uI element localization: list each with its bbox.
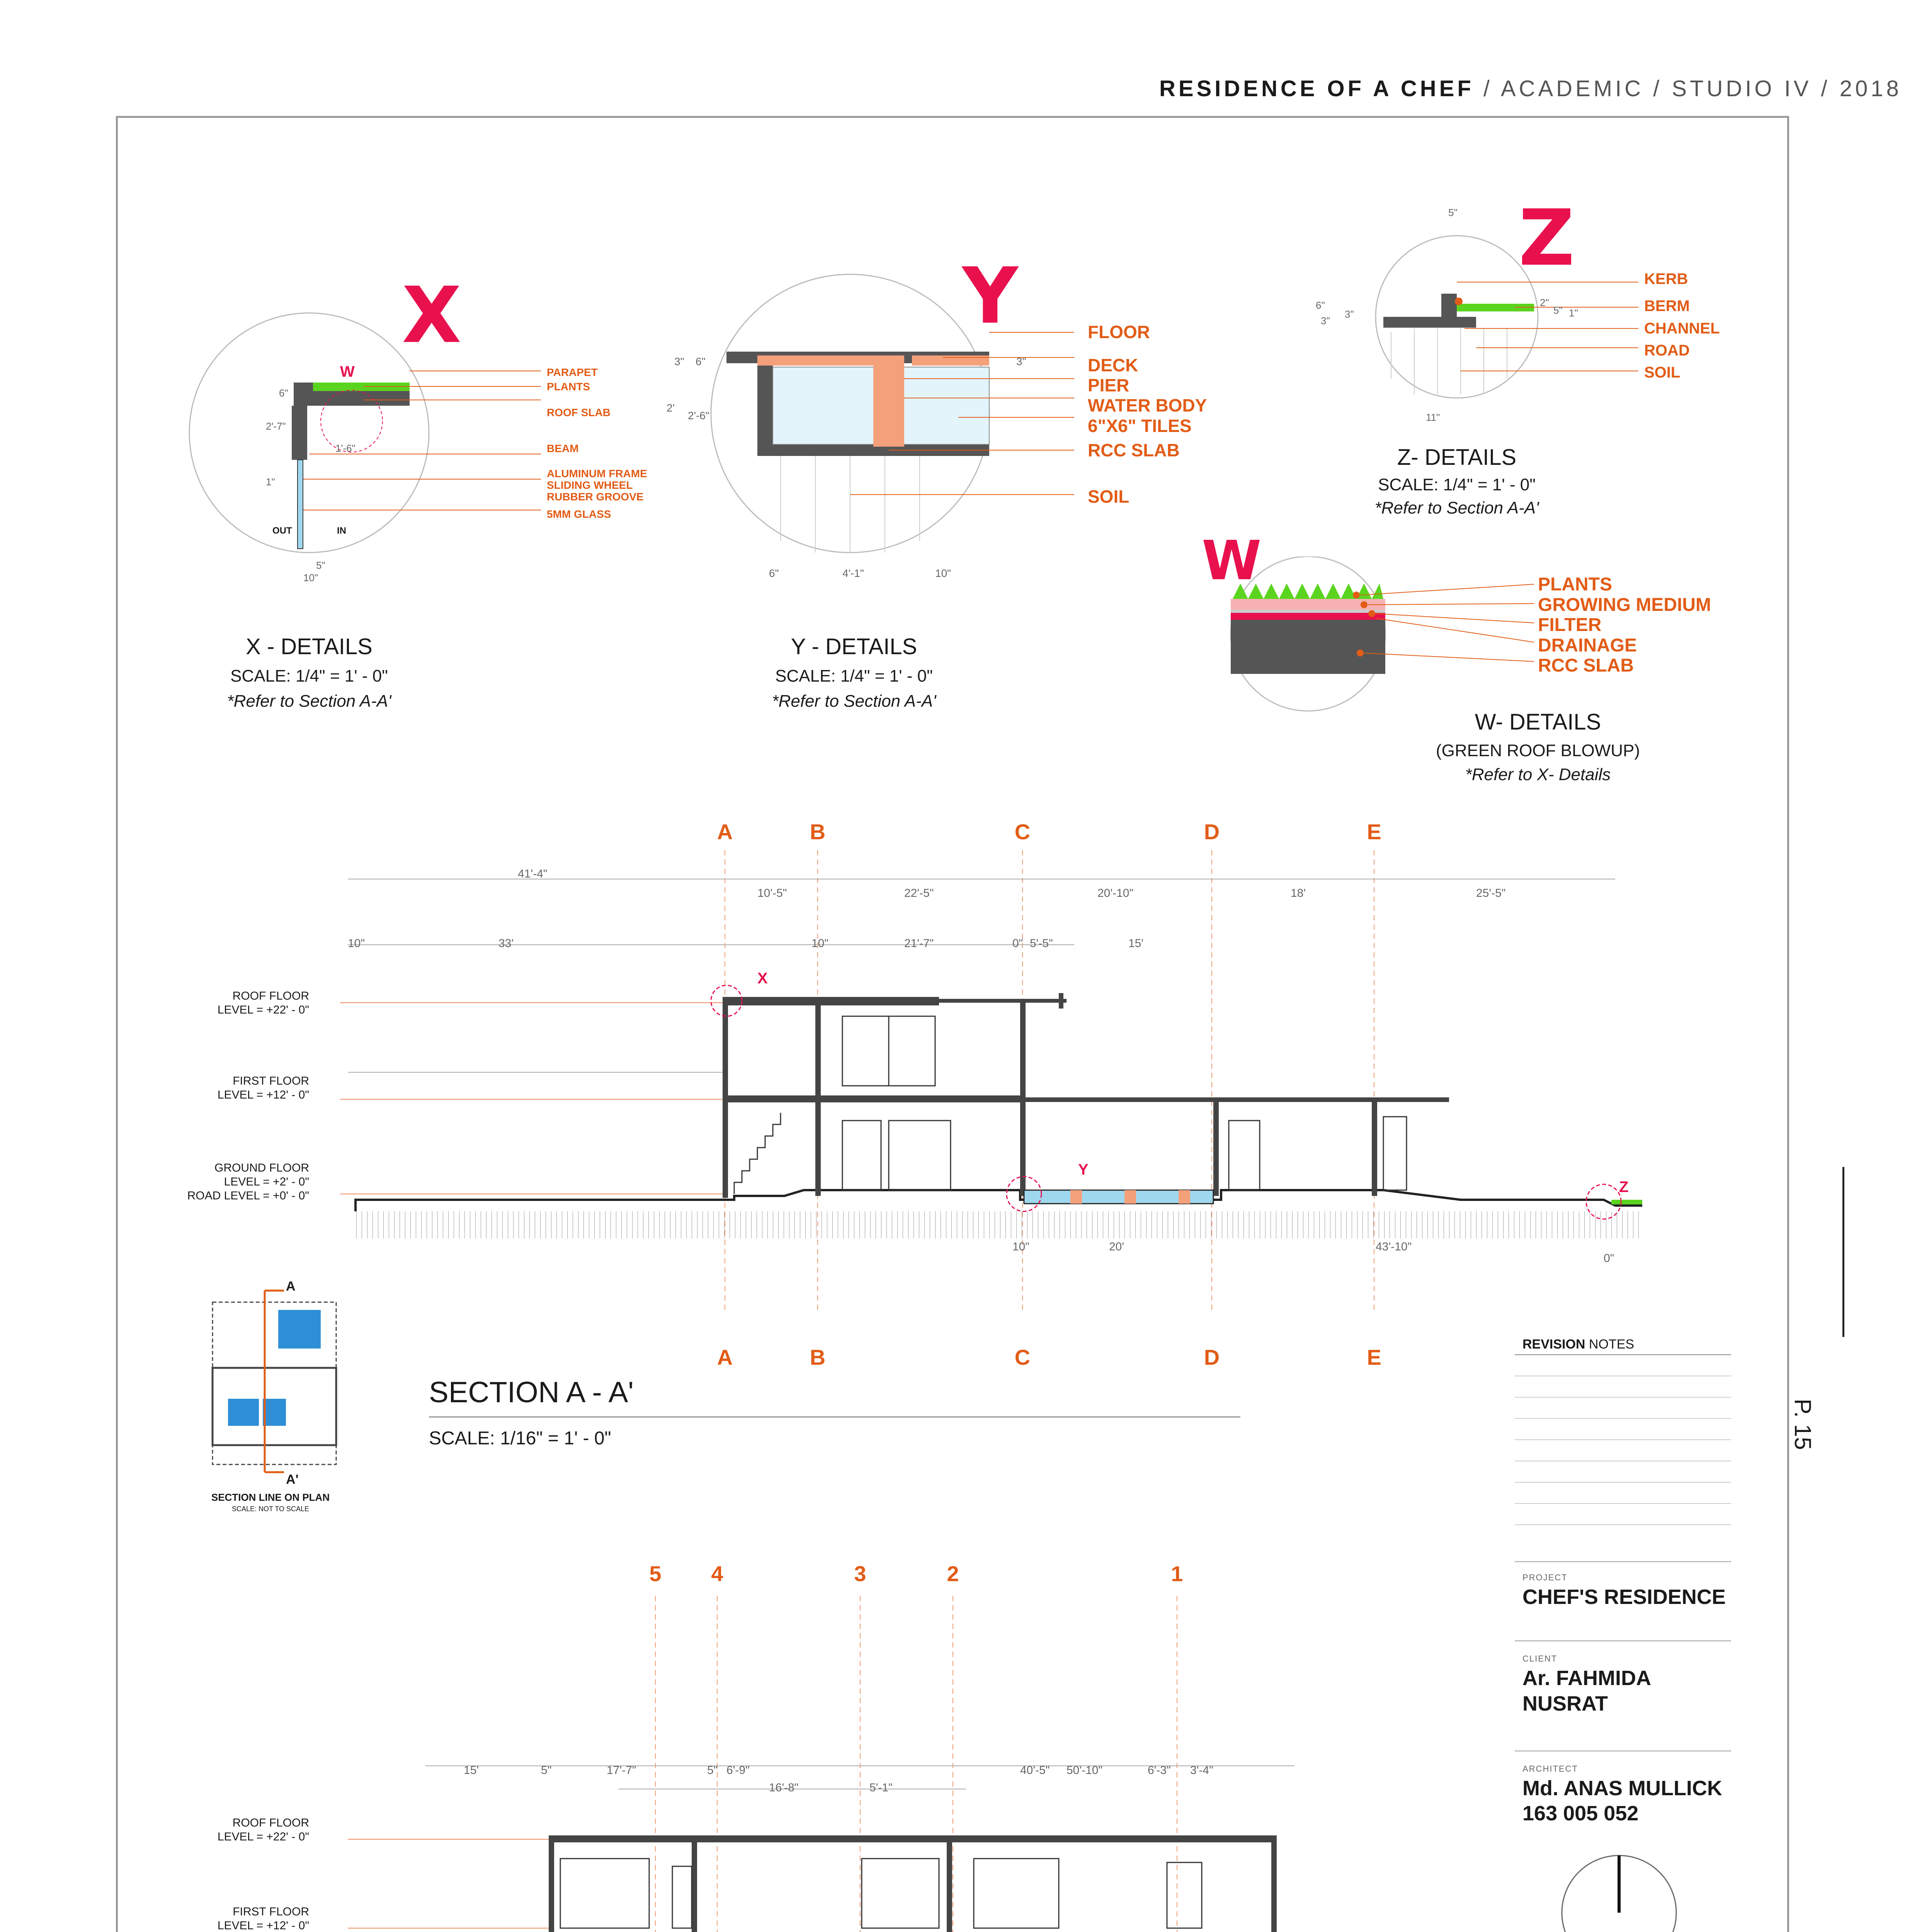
detail-y-label: PIER xyxy=(1088,375,1129,395)
section-b-dim: 6'-9" xyxy=(726,1764,750,1777)
detail-x-label: PARAPET xyxy=(547,366,598,378)
detail-x-label: BEAM xyxy=(547,442,579,454)
title-block-line xyxy=(1515,1561,1731,1562)
revision-line xyxy=(1515,1524,1731,1525)
section-a-dim: 20'-10" xyxy=(1097,887,1134,900)
client-label: CLIENT xyxy=(1522,1654,1558,1663)
detail-y-label: 6"X6" TILES xyxy=(1088,416,1192,436)
section-a-mark: Y xyxy=(1078,1161,1089,1178)
project-name: CHEF'S RESIDENCE xyxy=(1522,1585,1726,1609)
client-name: Ar. FAHMIDA NUSRAT xyxy=(1522,1667,1651,1715)
detail-y-dim: 6" xyxy=(769,567,779,579)
revision-line xyxy=(1515,1397,1731,1398)
detail-z-label: KERB xyxy=(1644,270,1688,287)
detail-z-dim: 11" xyxy=(1426,412,1440,423)
detail-y-label: SOIL xyxy=(1088,486,1129,507)
north-arrow-icon xyxy=(1557,1851,1681,1932)
section-a-grid-label-bottom: A xyxy=(717,1345,733,1369)
section-b-dim: 5" xyxy=(707,1764,718,1777)
detail-x-dim: 6" xyxy=(279,387,288,399)
header-title: RESIDENCE OF A CHEF xyxy=(1159,76,1474,101)
revision-line xyxy=(1515,1439,1731,1440)
detail-x-dim: 1" xyxy=(266,476,275,488)
detail-w-label: RCC SLAB xyxy=(1538,655,1634,676)
section-b-dim: 16'-8" xyxy=(769,1781,799,1794)
detail-x-letter: X xyxy=(402,270,462,361)
detail-x-label: PLANTS xyxy=(547,381,590,393)
page-number: P. 15 xyxy=(1790,1399,1816,1450)
detail-y-label: WATER BODY xyxy=(1088,395,1207,415)
section-a-grid-label-bottom: D xyxy=(1204,1345,1220,1369)
detail-z-title: Z- DETAILS xyxy=(1397,445,1517,470)
detail-y-dim: 3" xyxy=(1016,355,1026,367)
section-a-dim: 10" xyxy=(348,937,365,950)
detail-z-dim: 5" xyxy=(1553,304,1563,316)
key-plan-a-bottom-label: A' xyxy=(286,1472,299,1487)
detail-w-label: GROWING MEDIUM xyxy=(1538,595,1711,615)
section-a-dim: 5'-5" xyxy=(1030,937,1053,950)
page-header xyxy=(1159,76,1902,102)
section-b-grid-label: 3 xyxy=(854,1561,866,1586)
detail-w-ref: *Refer to X- Details xyxy=(1465,765,1611,784)
section-a-grid-label-bottom: C xyxy=(1014,1345,1031,1369)
section-a-dim: 10'-5" xyxy=(757,887,787,900)
key-plan-a-caption-text: SECTION LINE ON PLAN xyxy=(211,1492,330,1503)
section-a-dim: 15' xyxy=(1128,937,1144,950)
section-a-underline xyxy=(429,1416,1240,1418)
section-b-dim: 6'-3" xyxy=(1148,1764,1171,1777)
detail-x-drawing xyxy=(185,305,572,599)
key-plan-a-caption xyxy=(189,1492,352,1515)
revision-line xyxy=(1515,1418,1731,1419)
section-b-grid-label: 4 xyxy=(711,1561,723,1586)
detail-y-dim: 4'-1" xyxy=(842,567,864,579)
section-b-dim: 50'-10" xyxy=(1067,1764,1103,1777)
section-a-mark: Z xyxy=(1619,1179,1629,1196)
revision-line xyxy=(1515,1482,1731,1483)
detail-x-dim: 2'-7" xyxy=(266,420,286,432)
detail-x-label: ROOF SLAB xyxy=(547,406,611,418)
detail-z-label: CHANNEL xyxy=(1644,320,1720,337)
section-b-grid-label: 5 xyxy=(649,1561,662,1586)
section-a-dim: 43'-10" xyxy=(1376,1240,1412,1253)
architect-label: ARCHITECT xyxy=(1522,1764,1578,1774)
detail-x-in: IN xyxy=(337,526,346,536)
detail-x-dim: 5" xyxy=(316,560,325,571)
detail-w-letter: W xyxy=(1202,529,1262,592)
section-a-dim: 0" xyxy=(1012,937,1023,950)
section-a-dim: 18' xyxy=(1291,887,1306,900)
detail-y-dim: 2' xyxy=(667,402,675,414)
detail-z-dim: 6" xyxy=(1316,299,1325,311)
section-a-grid-label-bottom: B xyxy=(810,1345,826,1369)
detail-x-ref: *Refer to Section A-A' xyxy=(227,692,391,711)
detail-y-scale: SCALE: 1/4" = 1' - 0" xyxy=(775,667,933,685)
section-a-grid-label: D xyxy=(1204,820,1220,844)
section-a-drawing xyxy=(340,850,1770,1314)
section-a-dim: 10" xyxy=(811,937,829,950)
detail-x-label: ALUMINUM FRAME xyxy=(547,468,647,480)
section-a-level-first: FIRST FLOOR LEVEL = +12' - 0" xyxy=(217,1075,309,1101)
detail-z-ref: *Refer to Section A-A' xyxy=(1374,498,1539,517)
section-b-dim: 17'-7" xyxy=(607,1764,636,1777)
detail-y-title: Y - DETAILS xyxy=(791,634,917,659)
section-b-dim: 40'-5" xyxy=(1020,1764,1050,1777)
detail-x-label: RUBBER GROOVE xyxy=(547,491,644,503)
detail-y-dim: 10" xyxy=(935,567,951,579)
detail-w-subtitle: (GREEN ROOF BLOWUP) xyxy=(1436,741,1640,760)
section-b-level-first: FIRST FLOOR LEVEL = +12' - 0" xyxy=(217,1905,309,1932)
detail-y-drawing xyxy=(688,255,1082,587)
section-a-scale: SCALE: 1/16" = 1' - 0" xyxy=(429,1428,611,1449)
section-a-grid-label: C xyxy=(1014,820,1031,844)
detail-y-dim: 3" xyxy=(674,355,684,367)
key-plan-a xyxy=(201,1287,363,1480)
revision-line xyxy=(1515,1503,1731,1504)
detail-w-label: PLANTS xyxy=(1538,574,1612,595)
detail-z-dim: 3" xyxy=(1321,315,1330,327)
page-divider xyxy=(1842,1167,1844,1337)
detail-z-dim: 5" xyxy=(1448,207,1458,218)
section-a-grid-label: A xyxy=(717,820,733,844)
section-a-level-ground: GROUND FLOOR LEVEL = +2' - 0" ROAD LEVEL = +0' - 0" xyxy=(187,1162,309,1202)
detail-x-tag: W xyxy=(340,363,355,380)
revision-rest: NOTES xyxy=(1585,1337,1635,1352)
detail-x-dim: 1'-6" xyxy=(335,442,356,454)
revision-notes-heading xyxy=(1522,1337,1634,1352)
detail-z-letter: Z xyxy=(1519,193,1575,283)
section-a-dim: 41'-4" xyxy=(518,867,548,880)
detail-z-dim: 2" xyxy=(1540,297,1549,308)
section-a-dim: 20' xyxy=(1109,1240,1124,1253)
section-b-dim: 5" xyxy=(541,1764,552,1777)
section-a-dim: 21'-7" xyxy=(904,937,934,950)
key-plan-a-note: SCALE: NOT TO SCALE xyxy=(231,1505,310,1513)
detail-w-title: W- DETAILS xyxy=(1475,709,1601,735)
detail-y-label: FLOOR xyxy=(1088,322,1150,342)
section-b-grid-label: 2 xyxy=(947,1561,959,1586)
detail-x-out: OUT xyxy=(272,526,292,536)
detail-x-scale: SCALE: 1/4" = 1' - 0" xyxy=(230,667,388,685)
detail-y-label: RCC SLAB xyxy=(1088,440,1180,460)
detail-y-ref: *Refer to Section A-A' xyxy=(772,692,936,711)
section-b-dim: 3'-4" xyxy=(1190,1764,1213,1777)
revision-bold: REVISION xyxy=(1522,1337,1585,1352)
section-a-dim: 0" xyxy=(1604,1252,1614,1265)
section-b-dim: 5'-1" xyxy=(869,1781,893,1794)
detail-x-label: SLIDING WHEEL xyxy=(547,479,633,491)
section-a-mark: X xyxy=(757,970,768,987)
detail-x-dim: 10" xyxy=(303,572,318,583)
detail-z-label: SOIL xyxy=(1644,364,1681,381)
detail-y-label: DECK xyxy=(1088,355,1138,375)
title-block-line xyxy=(1515,1750,1731,1752)
section-b-level-roof: ROOF FLOOR LEVEL = +22' - 0" xyxy=(217,1816,309,1843)
detail-y-dim: 2'-6" xyxy=(688,410,709,422)
section-a-dim: 33' xyxy=(498,937,514,950)
title-block-line xyxy=(1515,1640,1731,1641)
detail-w-drawing xyxy=(1217,556,1565,719)
section-a-dim: 25'-5" xyxy=(1476,887,1506,900)
header-subtitle: / ACADEMIC / STUDIO IV / 2018 xyxy=(1474,76,1902,101)
detail-y-dim: 6" xyxy=(696,355,706,367)
section-b-dim: 15' xyxy=(464,1764,479,1777)
section-a-dim: 22'-5" xyxy=(904,887,934,900)
section-a-level-roof: ROOF FLOOR LEVEL = +22' - 0" xyxy=(217,990,309,1016)
revision-divider xyxy=(1515,1354,1731,1355)
section-a-grid-label: B xyxy=(810,820,826,844)
section-b-grid-label: 1 xyxy=(1171,1561,1183,1586)
detail-y-letter: Y xyxy=(962,251,1018,341)
detail-z-label: BERM xyxy=(1644,298,1690,315)
detail-x-label: 5MM GLASS xyxy=(547,508,611,520)
section-b-drawing xyxy=(348,1596,1507,1932)
section-a-grid-label-bottom: E xyxy=(1367,1345,1381,1369)
detail-z-dim: 3" xyxy=(1345,308,1354,320)
section-a-title: SECTION A - A' xyxy=(429,1376,634,1409)
detail-z-label: ROAD xyxy=(1644,342,1690,359)
section-a-dim: 10" xyxy=(1012,1240,1030,1253)
section-a-grid-label: E xyxy=(1367,820,1381,844)
architect-id: 163 005 052 xyxy=(1522,1802,1639,1825)
architect-name: Md. ANAS MULLICK xyxy=(1522,1777,1722,1800)
detail-w-label: DRAINAGE xyxy=(1538,635,1637,656)
key-plan-a-top-label: A xyxy=(286,1279,296,1294)
detail-z-dim: 1" xyxy=(1569,307,1578,319)
detail-w-label: FILTER xyxy=(1538,615,1602,635)
project-label: PROJECT xyxy=(1522,1573,1568,1582)
detail-z-scale: SCALE: 1/4" = 1' - 0" xyxy=(1378,475,1536,494)
detail-x-title: X - DETAILS xyxy=(246,634,373,659)
